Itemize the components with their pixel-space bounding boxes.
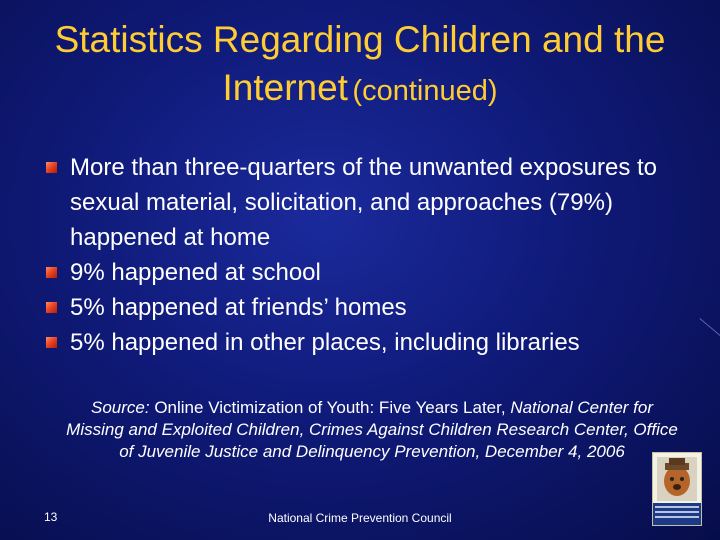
logo-band	[653, 503, 701, 525]
bullet-text: 5% happened in other places, including libraries	[70, 329, 580, 356]
slide-title	[0, 20, 720, 116]
bullet-item	[44, 290, 684, 325]
bullet-list	[44, 150, 684, 360]
red-square-icon	[46, 267, 57, 278]
slide-number: 13	[44, 510, 58, 524]
bullet-item	[44, 150, 684, 255]
ncpc-mcgruff-logo	[652, 452, 702, 526]
bullet-text: More than three-quarters of the unwanted exposures to sexual material, solicitation, and approaches (79%) happened at home	[70, 154, 658, 251]
source-details: National Center for Missing and Exploited Children, Crimes Against Children Research Center, Office of Juvenile Justice and Delinquency Prevention, December 4, 2006	[66, 398, 678, 461]
source-citation	[62, 397, 682, 463]
mcgruff-dog-icon	[657, 457, 697, 501]
red-square-icon	[46, 162, 57, 173]
red-square-icon	[46, 302, 57, 313]
bullet-text: 5% happened at friends’ homes	[70, 294, 407, 321]
footer-text: National Crime Prevention Council	[268, 511, 452, 525]
slide-title-suffix: (continued)	[352, 75, 498, 107]
decorative-streak	[699, 318, 720, 344]
red-square-icon	[46, 337, 57, 348]
bullet-text: 9% happened at school	[70, 259, 321, 286]
source-title: Online Victimization of Youth: Five Years Later,	[154, 398, 506, 417]
bullet-item	[44, 255, 684, 290]
slide-title-main: Statistics Regarding Children and the Internet	[54, 19, 666, 108]
bullet-item	[44, 325, 684, 360]
source-label: Source:	[91, 398, 150, 417]
